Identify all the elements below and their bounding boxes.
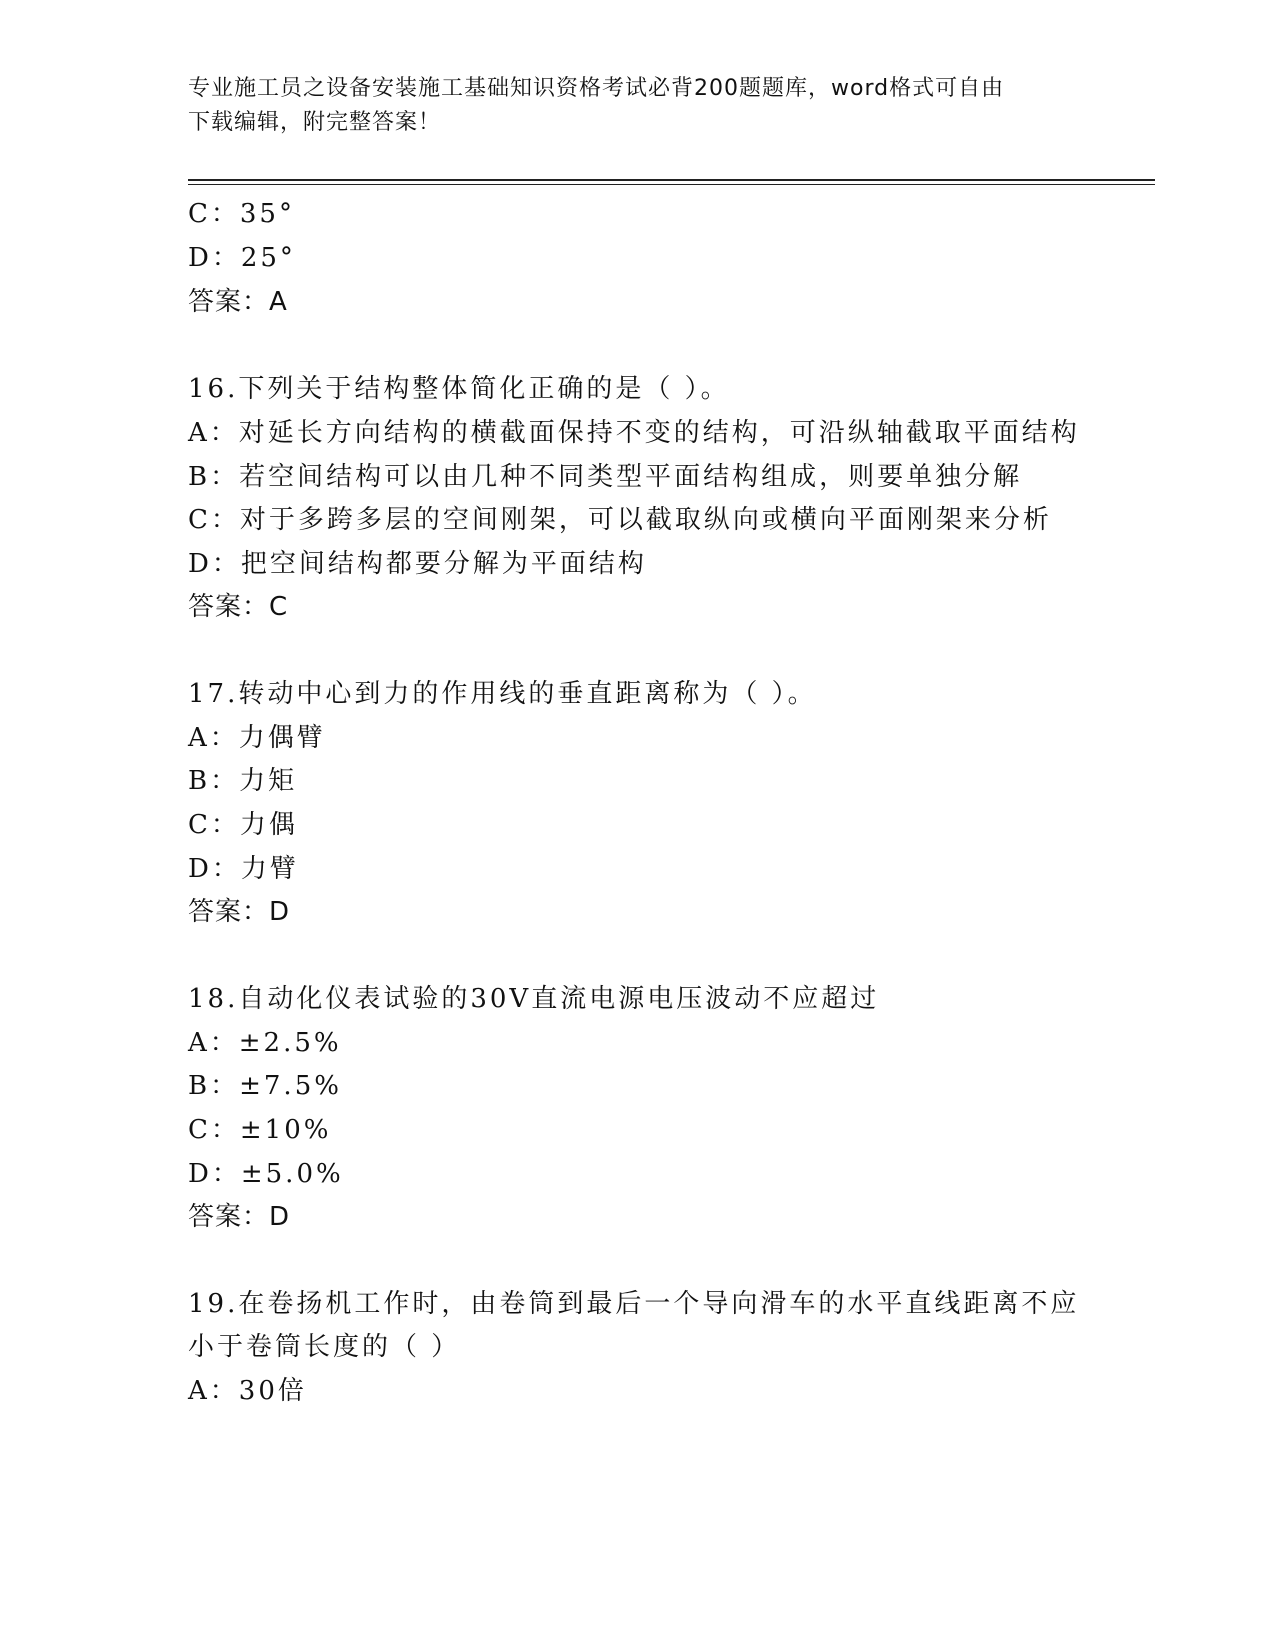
q15-answer: 答案：A <box>188 287 288 317</box>
q15-option-c: C：35° <box>188 199 295 229</box>
q17-answer: 答案：D <box>188 897 291 927</box>
header-line-2: 下载编辑，附完整答案！ <box>188 110 442 135</box>
q16-question: 16.下列关于结构整体简化正确的是（ ）。 <box>188 374 730 404</box>
q18-option-a: A：±2.5% <box>188 1028 342 1058</box>
q18-question: 18.自动化仪表试验的30V直流电源电压波动不应超过 <box>188 984 880 1014</box>
q17-option-d: D：力臂 <box>188 854 299 884</box>
q18-option-d: D：±5.0% <box>188 1159 344 1189</box>
q19-question-line-1: 19.在卷扬机工作时，由卷筒到最后一个导向滑车的水平直线距离不应 <box>188 1289 1080 1319</box>
q17-option-c: C：力偶 <box>188 810 298 840</box>
q18-option-c: C：±10% <box>188 1115 332 1145</box>
q18-option-b: B：±7.5% <box>188 1071 342 1101</box>
q17-option-b: B：力矩 <box>188 766 298 796</box>
header-rule-thin <box>188 184 1155 185</box>
q16-option-b: B：若空间结构可以由几种不同类型平面结构组成，则要单独分解 <box>188 462 1023 492</box>
q16-option-d: D：把空间结构都要分解为平面结构 <box>188 549 647 579</box>
q16-option-c: C：对于多跨多层的空间刚架，可以截取纵向或横向平面刚架来分析 <box>188 505 1052 535</box>
q16-option-a: A：对延长方向结构的横截面保持不变的结构，可沿纵轴截取平面结构 <box>188 418 1080 448</box>
q16-answer: 答案：C <box>188 592 289 622</box>
header-line-1: 专业施工员之设备安装施工基础知识资格考试必背200题题库，word格式可自由 <box>188 76 1005 101</box>
q19-option-a: A：30倍 <box>188 1376 307 1406</box>
q15-option-d: D：25° <box>188 243 296 273</box>
document-header <box>188 72 1088 140</box>
q19-question-line-2: 小于卷筒长度的（ ） <box>188 1332 461 1362</box>
q17-option-a: A：力偶臂 <box>188 723 326 753</box>
header-rule-thick <box>188 179 1155 181</box>
q17-question: 17.转动中心到力的作用线的垂直距离称为（ ）。 <box>188 679 817 709</box>
q18-answer: 答案：D <box>188 1202 291 1232</box>
